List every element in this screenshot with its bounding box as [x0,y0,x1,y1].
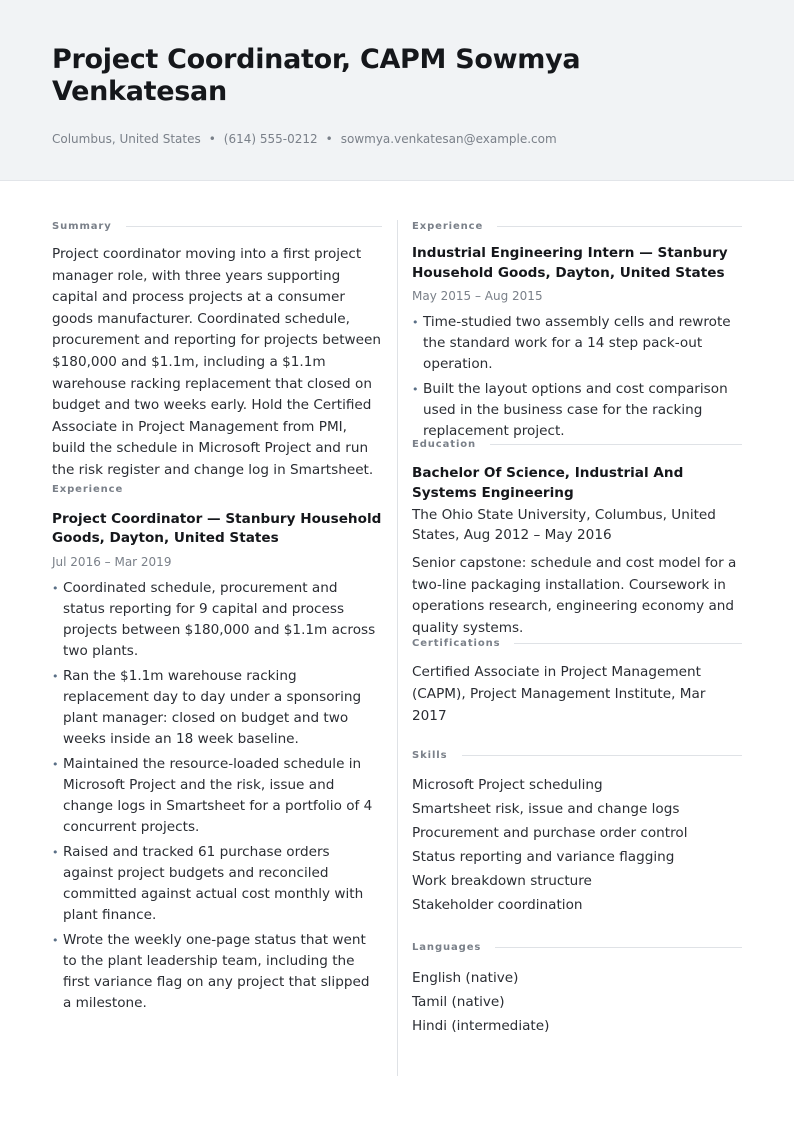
list-item: Microsoft Project scheduling [412,777,603,794]
certification-text: Certified Associate in Project Management (CAPM), Project Management Institute, Mar 2017 [412,664,706,724]
skills-heading [412,747,742,763]
experience-heading [412,218,742,234]
job-dates: May 2015 – Aug 2015 [412,289,543,303]
job-title: Project Coordinator — Stanbury Household Goods, Dayton, United States [52,510,382,547]
section-title: Skills [412,749,448,761]
list-item: Status reporting and variance flagging [412,849,675,866]
job-bullets [412,312,742,442]
job-title: Industrial Engineering Intern — Stanbury Household Goods, Dayton, United States [412,245,728,281]
section-title: Experience [412,220,484,232]
section-rule [514,643,742,644]
candidate-name: Project Coordinator, CAPM Sowmya Venkatesan [52,44,581,107]
languages-list [412,966,742,1038]
contact-separator: • [325,132,333,146]
certifications-heading [412,635,742,651]
skills-list [412,773,742,917]
languages-heading [412,939,742,955]
list-item: • Wrote the weekly one-page status that went to the plant leadership team, including the first variance flag on any project that slipped a milestone. [52,930,382,1014]
section-title: Education [412,438,477,450]
section-title: Experience [52,484,124,496]
job-bullets [52,578,382,1014]
list-item: • Maintained the resource-loaded schedule in Microsoft Project and the risk, issue and change logs in Smartsheet for a portfolio of 4 concurrent projects. [52,754,382,838]
list-item: Work breakdown structure [412,873,592,890]
section-rule [497,226,742,227]
section-rule [126,226,382,227]
email-link[interactable]: sowmya.venkatesan@example.com [340,132,557,146]
list-item: • Time-studied two assembly cells and rewrote the standard work for a 14 step pack-out operation. [412,312,742,375]
list-item: • Coordinated schedule, procurement and status reporting for 9 capital and process projects between $180,000 and $1.1m across two plants. [52,578,382,662]
resume-header [0,0,794,181]
list-item: English (native) [412,970,519,987]
contact-line [52,132,557,146]
degree-title: Bachelor Of Science, Industrial And Systems Engineering [412,465,684,501]
list-item: Smartsheet risk, issue and change logs [412,801,680,818]
column-divider [397,220,398,1076]
school-text: The Ohio State University, Columbus, United States, Aug 2012 – May 2016 [412,507,716,543]
summary-text: Project coordinator moving into a first project manager role, with three years supporting capital and process projects at a consumer goods manufacturer. Coordinated schedule, procurement and reporting for projects between $180,000 and $1.1m, including a $1.1m warehouse racking replacement that closed on budget and two weeks early. Hold the Certified Associate in Project Management from PMI, build the schedule in Microsoft Project and run the risk register and change log in Smartsheet. [52,246,381,478]
experience-heading [52,482,382,498]
location-text: Columbus, United States [52,132,201,146]
job-dates: Jul 2016 – Mar 2019 [52,554,172,569]
contact-separator: • [208,132,216,146]
section-title: Summary [52,220,112,232]
phone-text: (614) 555-0212 [223,132,318,146]
list-item: • Raised and tracked 61 purchase orders against project budgets and reconciled committed against actual cost monthly with plant finance. [52,842,382,926]
section-rule [495,947,742,948]
list-item: • Built the layout options and cost comparison used in the business case for the racking replacement project. [412,379,742,442]
list-item: Tamil (native) [412,994,505,1011]
list-item: Hindi (intermediate) [412,1018,550,1035]
summary-heading [52,218,382,234]
right-column [412,218,742,1038]
section-rule [490,444,742,445]
list-item: Procurement and purchase order control [412,825,688,842]
education-details: Senior capstone: schedule and cost model for a two-line packaging installation. Coursework in operations research, engineering economy and quality systems. [412,555,737,636]
section-title: Certifications [412,637,501,649]
list-item: • Ran the $1.1m warehouse racking replacement day to day under a sponsoring plant manager: closed on budget and two weeks inside an 18 week baseline. [52,666,382,750]
left-column [52,218,382,1018]
section-rule [462,755,743,756]
list-item: Stakeholder coordination [412,897,583,914]
section-title: Languages [412,941,482,953]
